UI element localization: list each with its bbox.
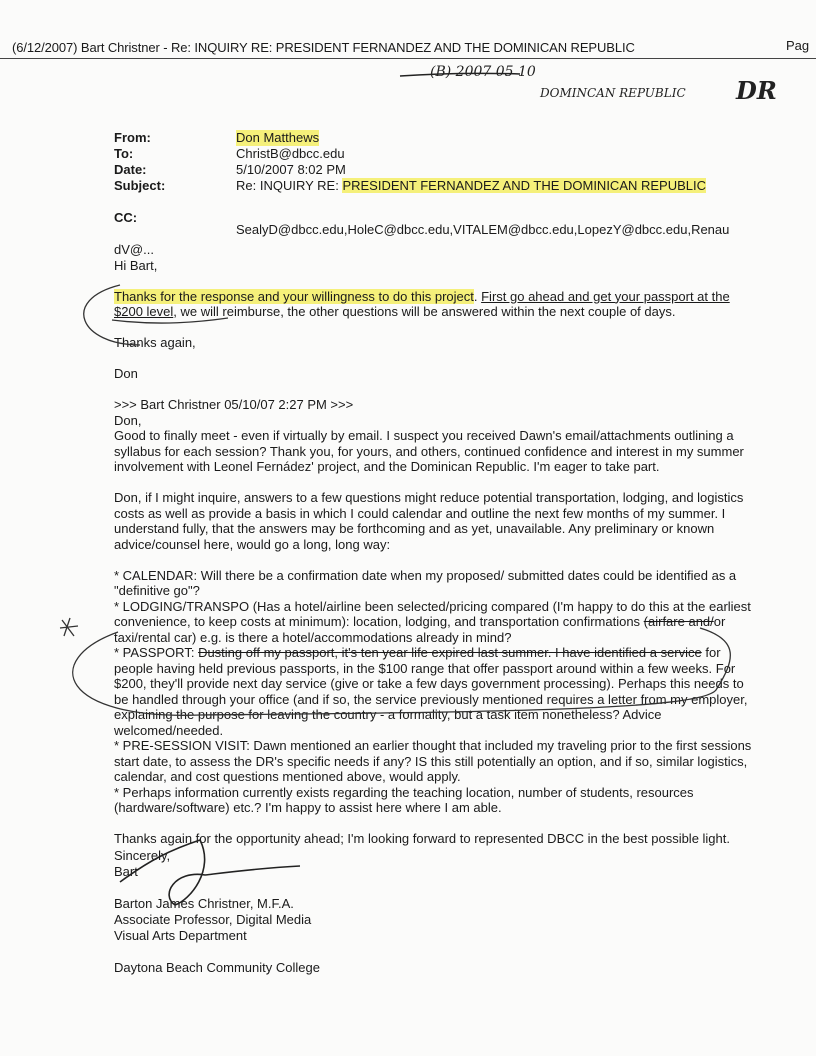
bullet-passport-struck: Dusting off my passport, it's ten year life expired last summer. I have identified a service	[198, 645, 702, 660]
bullet-lodging-a: * LODGING/TRANSPO (Has a hotel/airline been selected/pricing compared (I'm happy to do this at the earliest convenience, to keep costs at minimum): location, lodging, and transportation confirmations	[114, 598, 751, 629]
bullet-passport-a: * PASSPORT:	[114, 645, 199, 660]
thanks-again: Thanks again,	[114, 335, 196, 350]
subject-prefix: Re: INQUIRY RE:	[236, 178, 343, 193]
signer-department: Visual Arts Department	[114, 928, 247, 943]
document-title: (6/12/2007) Bart Christner - Re: INQUIRY RE: PRESIDENT FERNANDEZ AND THE DOMINICAN REPUBLIC	[12, 40, 635, 55]
bullet-passport	[114, 645, 754, 738]
star-mark-ink	[60, 618, 78, 636]
title-divider	[0, 58, 816, 59]
bullet-presession: * PRE-SESSION VISIT: Dawn mentioned an earlier thought that included my traveling prior to the first sessions start date, to assess the DR's specific needs if any? IS this still potentially an option, and if so, similar logistics, calendar, and cost questions mentioned above, would apply.	[114, 738, 752, 784]
closing-paragraph: Thanks again for the opportunity ahead; I'm looking forward to represented DBCC in the best possible light.	[114, 831, 730, 846]
date-label: Date:	[114, 162, 147, 177]
reply-highlight: Thanks for the response and your willingness to do this project	[114, 288, 474, 304]
reply-signature: Don	[114, 366, 138, 381]
signature-block	[114, 848, 320, 976]
handwritten-note-dr: DR	[736, 76, 777, 105]
from-label: From:	[114, 130, 151, 145]
reply-text-a: .	[473, 288, 482, 304]
reply-text-b: , we will reimburse, the other questions will be answered within the next couple of days.	[173, 304, 676, 319]
signer-title: Associate Professor, Digital Media	[114, 912, 312, 927]
to-label: To:	[114, 146, 134, 161]
bullet-lodging-c: or taxi/rental car) e.g. is there a hotel/accommodations already in mind?	[114, 614, 726, 645]
quoted-header: >>> Bart Christner 05/10/07 2:27 PM >>>	[114, 397, 354, 412]
email-body	[114, 242, 754, 862]
reply-underline: First go ahead and get your passport at the $200 level	[114, 288, 730, 319]
signer-short: Bart	[114, 864, 138, 879]
handwritten-note-date: (B) 2007 05 10	[430, 64, 536, 80]
to-value: ChristB@dbcc.edu	[236, 146, 345, 161]
handwritten-note-country: DOMINCAN REPUBLIC	[540, 86, 686, 100]
bullet-lodging	[114, 599, 754, 646]
date-value: 5/10/2007 8:02 PM	[236, 162, 346, 177]
signer-organization: Daytona Beach Community College	[114, 960, 320, 975]
from-value: Don Matthews	[236, 130, 320, 145]
cc-label: CC:	[114, 210, 138, 225]
reply-paragraph	[114, 289, 754, 320]
bullet-lodging-struck: (airfare and/	[643, 614, 714, 629]
page-label: Pag	[786, 38, 810, 53]
email-header	[114, 130, 706, 194]
greeting: Hi Bart,	[114, 257, 158, 273]
cc-continuation: dV@...	[114, 242, 154, 257]
bullet-passport-c: for people having held previous passports, in the $100 range that offer passport around within a few weeks. For $200, they'll provide next day service (give or take a few days government processing). Perhaps this needs to be handled through your office (and if so, the service previously mentioned requires a letter from my employer, explaining the purpose for leaving the country - a formality, but a task item nonetheless? Advice welcomed/needed.	[114, 645, 748, 738]
quoted-paragraph-2: Don, if I might inquire, answers to a few questions might reduce potential transportation, lodging, and logistics costs as well as provide a basis in which I could calendar and outline the next few months of my summer. I understand fully, that the answers may be forthcoming and as yet, unavailable. Any preliminary or known advice/counsel here, would go a long, long way:	[114, 490, 744, 552]
signer-name: Barton James Christner, M.F.A.	[114, 896, 294, 911]
bullet-information: * Perhaps information currently exists regarding the teaching location, number of students, resources (hardware/software) etc.? I'm happy to assist here where I am able.	[114, 784, 694, 815]
sincerely: Sincerely,	[114, 848, 171, 863]
quoted-paragraph-1: Good to finally meet - even if virtually by email. I suspect you received Dawn's email/attachments outlining a syllabus for each session? Thank you, for yours, and others, continued confidence and interest in my summer involvement with Leonel Fernádez' project, and the Dominican Republic. I'm eager to take part.	[114, 428, 744, 474]
bullet-calendar: * CALENDAR: Will there be a confirmation date when my proposed/ submitted dates could be identified as a "definitive go"?	[114, 567, 737, 598]
subject-value: PRESIDENT FERNANDEZ AND THE DOMINICAN REPUBLIC	[342, 178, 707, 193]
quoted-salutation: Don,	[114, 412, 142, 428]
subject-label: Subject:	[114, 178, 166, 193]
cc-value: SealyD@dbcc.edu,HoleC@dbcc.edu,VITALEM@dbcc.edu,LopezY@dbcc.edu,Renau	[236, 222, 730, 237]
